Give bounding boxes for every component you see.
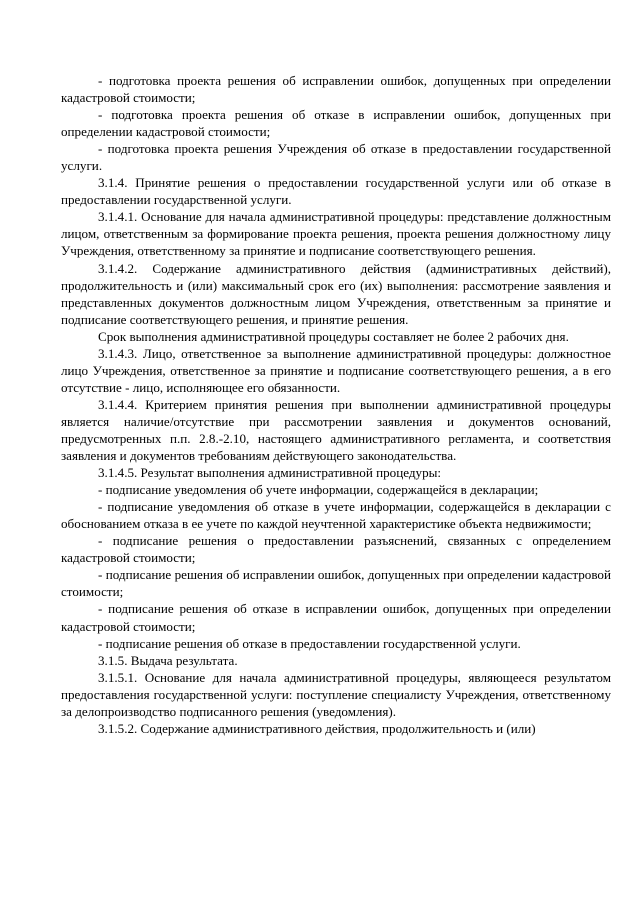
paragraph: 3.1.5.1. Основание для начала административной процедуры, являющееся результатом предоставления государственной услуги: поступление специалисту Учреждения, ответственному за делопроизводство подписанного решения (уведомления).	[61, 669, 611, 719]
paragraph: 3.1.4.4. Критерием принятия решения при выполнении административной процедуры является наличие/отсутствие при рассмотрении заявления и документов оснований, предусмотренных п.п. 2.8.-2.10, настоящего административного регламента, и соответствия заявления и документов требованиям действующего законодательства.	[61, 396, 611, 464]
paragraph: 3.1.4.2. Содержание административного действия (административных действий), продолжительность и (или) максимальный срок его (их) выполнения: рассмотрение заявления и представленных документов должностным лицом Учреждения, ответственным за принятие и подписание соответствующего решения, и принятие решения.	[61, 260, 611, 327]
paragraph: - подготовка проекта решения Учреждения об отказе в предоставлении государственной услуги.	[61, 141, 611, 174]
paragraph: 3.1.4.1. Основание для начала административной процедуры: представление должностным лицом, ответственным за формирование проекта решения, проекта решения должностному лицу Учреждения, ответственному за принятие и подписание соответствующего решения.	[61, 209, 611, 259]
list-item: - подписание решения об отказе в предоставлении государственной услуги.	[98, 635, 521, 651]
list-item: - подписание решения об исправлении ошибок, допущенных при определении кадастровой стоимости;	[61, 567, 611, 600]
list-item: - подписание уведомления об учете информации, содержащейся в декларации;	[98, 482, 539, 498]
paragraph: 3.1.5.2. Содержание административного действия, продолжительность и (или)	[98, 720, 536, 736]
section-heading: 3.1.4. Принятие решения о предоставлении государственной услуги или об отказе в предоставлении государственной услуги.	[61, 175, 611, 208]
section-heading: 3.1.5. Выдача результата.	[98, 652, 238, 668]
list-item: - подписание решения о предоставлении разъяснений, связанных с определением кадастровой стоимости;	[61, 533, 611, 566]
paragraph: 3.1.4.3. Лицо, ответственное за выполнение административной процедуры: должностное лицо Учреждения, ответственное за принятие и подписание соответствующего решения, а в его отсутствие - лицо, исполняющее его обязанности.	[61, 345, 611, 395]
paragraph: - подготовка проекта решения об исправлении ошибок, допущенных при определении кадастровой стоимости;	[61, 73, 611, 106]
document-page	[61, 72, 611, 737]
list-item: - подписание решения об отказе в исправлении ошибок, допущенных при определении кадастровой стоимости;	[61, 601, 611, 634]
paragraph: - подготовка проекта решения об отказе в исправлении ошибок, допущенных при определении кадастровой стоимости;	[61, 107, 611, 140]
paragraph: Срок выполнения административной процедуры составляет не более 2 рабочих дня.	[98, 328, 569, 344]
list-item: - подписание уведомления об отказе в учете информации, содержащейся в декларации с обоснованием отказа в ее учете по каждой неучтенной характеристике объекта недвижимости;	[61, 499, 611, 532]
paragraph: 3.1.4.5. Результат выполнения административной процедуры:	[98, 465, 442, 481]
